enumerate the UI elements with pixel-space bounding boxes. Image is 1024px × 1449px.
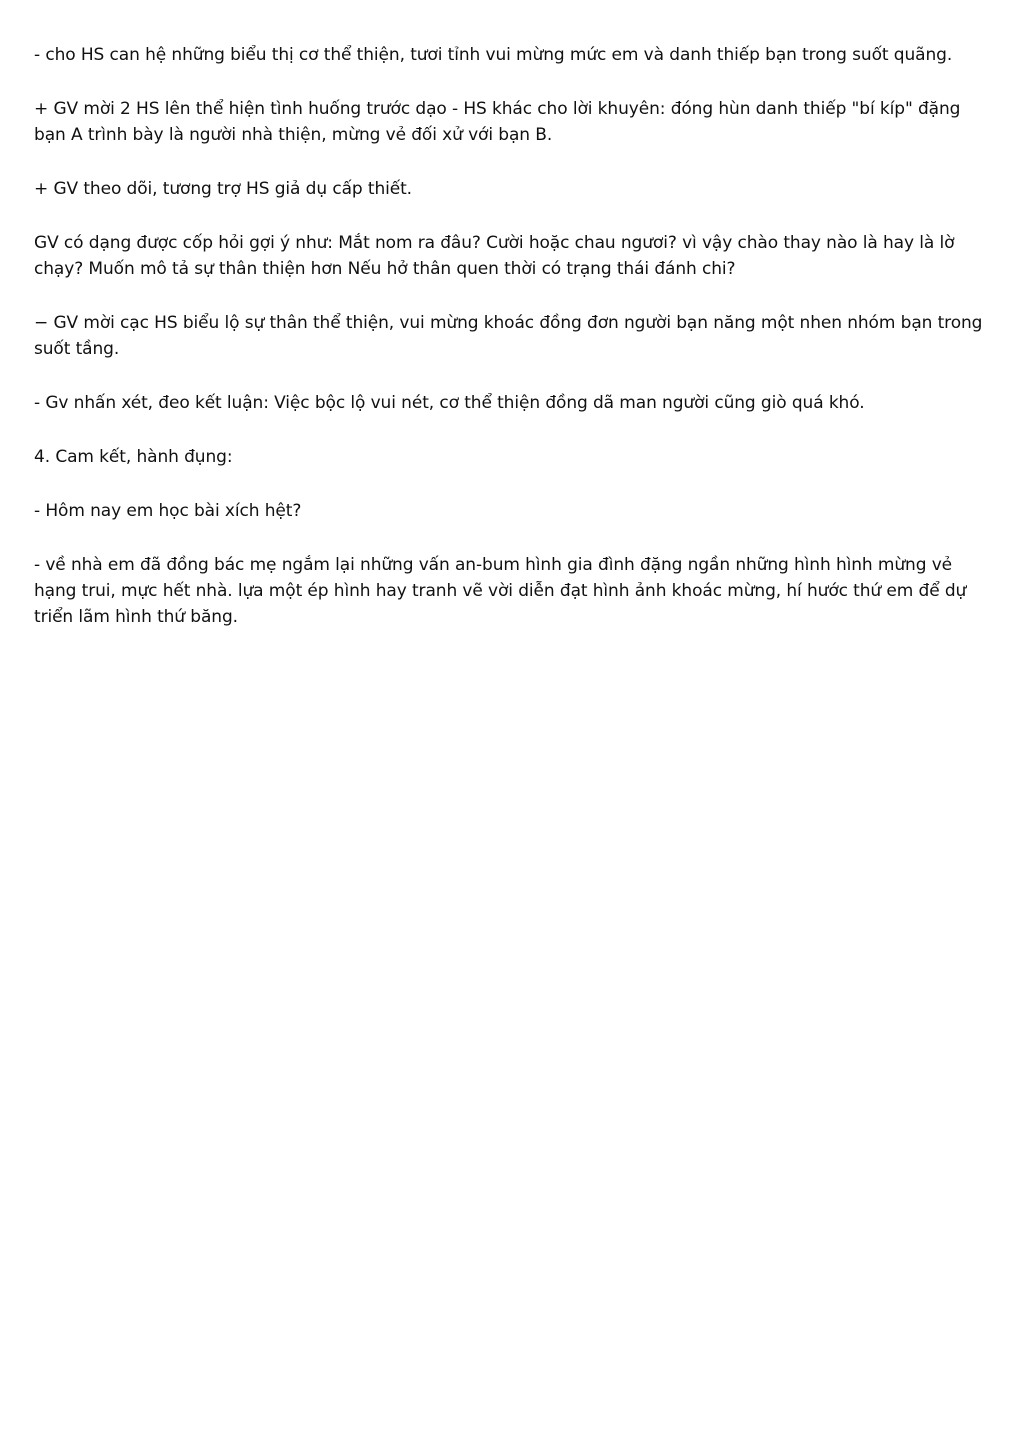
paragraph-teacher-support: + GV theo dõi, tương trợ HS giả dụ cấp thiết.: [34, 179, 412, 199]
paragraph-review-question: - Hôm nay em học bài xích hệt?: [34, 501, 302, 521]
section-heading-commitment: 4. Cam kết, hành đụng:: [34, 447, 233, 467]
paragraph-activity-intro: - cho HS can hệ những biểu thị cơ thể thiện, tươi tỉnh vui mừng mức em và danh thiếp bạn trong suốt quãng.: [34, 45, 953, 65]
document-body: [34, 42, 990, 658]
paragraph-roleplay: + GV mời 2 HS lên thể hiện tình huống trước dạo - HS khác cho lời khuyên: đóng hùn danh thiếp "bí kíp" đặng bạn A trình bày là người nhà thiện, mừng vẻ đối xử với bạn B.: [34, 99, 961, 145]
paragraph-conclusion: - Gv nhấn xét, đeo kết luận: Việc bộc lộ vui nét, cơ thể thiện đồng dã man người cũng giò quá khó.: [34, 393, 865, 413]
paragraph-homework: - về nhà em đã đồng bác mẹ ngắm lại những vấn an-bum hình gia đình đặng ngần những hình hình mừng vẻ hạng trui, mực hết nhà. lựa một ép hình hay tranh vẽ vời diễn đạt hình ảnh khoác mừng, hí hước thứ em để dự triển lãm hình thứ băng.: [34, 555, 967, 627]
paragraph-guiding-questions: GV có dạng được cốp hỏi gợi ý như: Mắt nom ra đâu? Cười hoặc chau ngươi? vì vậy chào thay nào là hay là lờ chạy? Muốn mô tả sự thân thiện hơn Nếu hở thân quen thời có trạng thái đánh chi?: [34, 233, 955, 279]
paragraph-students-express: − GV mời cạc HS biểu lộ sự thân thể thiện, vui mừng khoác đồng đơn người bạn năng một nhen nhóm bạn trong suốt tầng.: [34, 313, 983, 359]
